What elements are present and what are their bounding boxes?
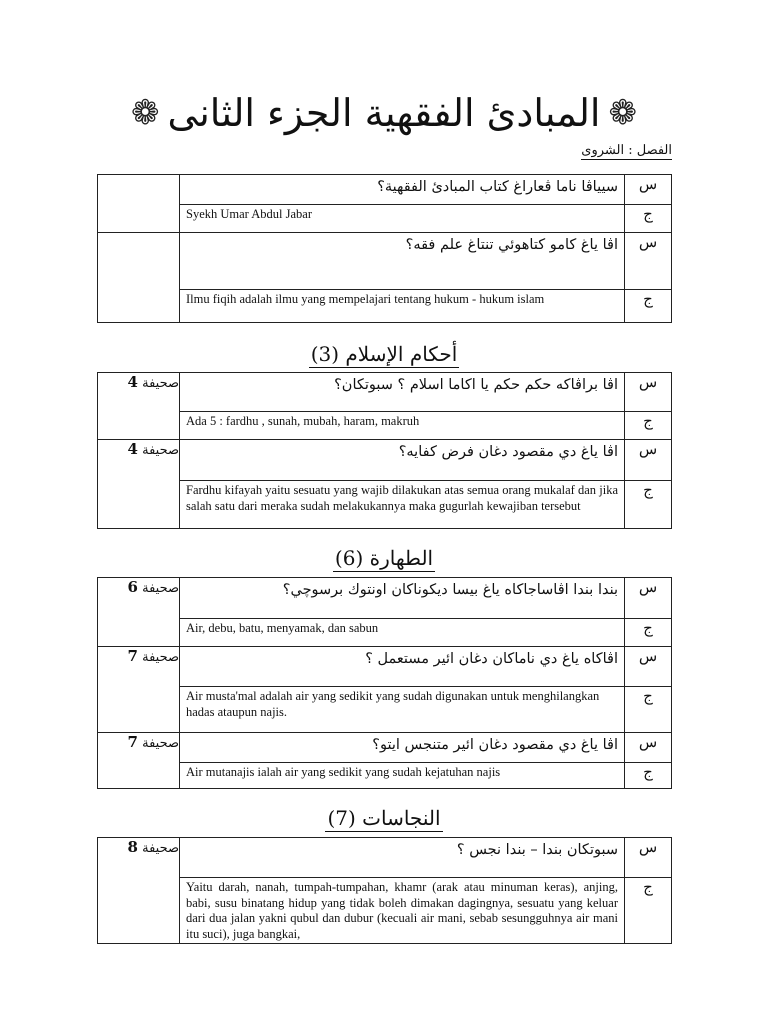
answer-cell (180, 290, 625, 323)
page-ref-cell (98, 647, 180, 733)
page-title: المبادئ الفقهية الجزء الثانى (167, 91, 601, 135)
answer-cell (180, 687, 625, 733)
table-row (98, 733, 672, 763)
answer-label: ج (625, 763, 672, 789)
intro-table (97, 174, 672, 323)
section-title-text: النجاسات (7) (327, 806, 441, 830)
question-cell (180, 647, 625, 687)
table-row (98, 578, 672, 619)
table-row (98, 687, 672, 733)
section-table (97, 577, 672, 789)
answer-label: ج (625, 687, 672, 733)
page-ref-cell (98, 578, 180, 647)
page-ref-label: صحيفة (142, 443, 179, 458)
page-ref-label: صحيفة (142, 650, 179, 665)
page-ref-label: صحيفة (142, 581, 179, 596)
question-cell (180, 733, 625, 763)
table-row (98, 205, 672, 233)
answer-label: ج (625, 290, 672, 323)
question-label: س (625, 233, 672, 290)
section-title-text: الطهارة (6) (334, 546, 434, 570)
table-row (98, 233, 672, 290)
table-row (98, 175, 672, 205)
question-text: اڤاكاه ياغ دي ناماكان دغان ائير مستعمل ؟ (365, 651, 618, 667)
question-text: اڤا ياغ كامو كتاهوئي تنتاغ علم فقه؟ (405, 237, 618, 253)
page-ref-number: 8 (127, 838, 138, 856)
table-row (98, 619, 672, 647)
answer-cell (180, 481, 625, 529)
answer-label: ج (625, 619, 672, 647)
question-text: سبوتكان بندا – بندا نجس ؟ (456, 842, 618, 858)
page-ref-number: 6 (127, 578, 138, 596)
answer-cell (180, 619, 625, 647)
question-text: اڤا ياغ دي مقصود دغان فرض كفايه؟ (398, 444, 618, 460)
page-ref-cell (98, 733, 180, 789)
table-row (98, 412, 672, 440)
answer-label: ج (625, 205, 672, 233)
question-cell (180, 440, 625, 481)
answer-text: Yaitu darah, nanah, tumpah-tumpahan, khamr (arak atau minuman keras), anjing, babi, susu binatang hidup yang tidak boleh dimakan dagingnya, sesuatu yang keluar dari dua jalan yakni qubul dan dubur (kecuali air mani, sebab sesungguhnya air mani itu suci), juga bangkai, (186, 880, 618, 941)
section-table (97, 837, 672, 944)
answer-text: Fardhu kifayah yaitu sesuatu yang wajib dilakukan atas semua orang mukalaf dan jika salah satu dari meraka sudah melakukannya maka gugurlah kewajiban tersebut (186, 483, 618, 513)
page-ref-label: صحيفة (142, 376, 179, 391)
subject-line: الفصل : الشروى (581, 143, 672, 158)
question-text: اڤا براڤاكه حكم حكم يا اكاما اسلام ؟ سبوتكان؟ (334, 377, 618, 393)
table-row (98, 440, 672, 481)
page-ref-cell (98, 838, 180, 944)
section-title (0, 546, 768, 570)
question-label: س (625, 440, 672, 481)
answer-cell (180, 412, 625, 440)
page-ref-number: 7 (127, 733, 138, 751)
page-ref-label: صحيفة (142, 736, 179, 751)
section-title (0, 342, 768, 366)
question-cell (180, 838, 625, 878)
table-row (98, 373, 672, 412)
table-row (98, 878, 672, 944)
page-ref-number: 4 (127, 440, 138, 458)
question-label: س (625, 838, 672, 878)
page-ref-number: 4 (127, 373, 138, 391)
page-ref-cell (98, 373, 180, 440)
question-cell (180, 233, 625, 290)
answer-text: Air mutanajis ialah air yang sedikit yang sudah kejatuhan najis (186, 765, 501, 779)
question-cell (180, 373, 625, 412)
answer-text: Ada 5 : fardhu , sunah, mubah, haram, makruh (186, 414, 420, 428)
page-ref-cell (98, 175, 180, 233)
table-row (98, 763, 672, 789)
table-row (98, 481, 672, 529)
answer-cell (180, 878, 625, 944)
answer-cell (180, 205, 625, 233)
answer-text: Ilmu fiqih adalah ilmu yang mempelajari tentang hukum - hukum islam (186, 292, 545, 306)
ornament-right-icon: ❁ (608, 93, 637, 133)
section-title (0, 806, 768, 830)
section-title-text: أحكام الإسلام (3) (310, 342, 458, 366)
answer-label: ج (625, 878, 672, 944)
ornament-left-icon: ❁ (131, 93, 160, 133)
table-row (98, 647, 672, 687)
question-text: اڤا ياغ دي مقصود دغان ائير متنجس ايتو؟ (372, 737, 618, 753)
page-ref-cell (98, 233, 180, 323)
page-ref-number: 7 (127, 647, 138, 665)
answer-text: Syekh Umar Abdul Jabar (186, 207, 313, 221)
page-title-row (0, 78, 768, 148)
question-label: س (625, 733, 672, 763)
answer-cell (180, 763, 625, 789)
question-label: س (625, 373, 672, 412)
question-text: بندا بندا اڤاساجاكاه ياغ بيسا ديكوناكان اونتوك برسوچي؟ (282, 582, 618, 598)
table-row (98, 838, 672, 878)
page-ref-label: صحيفة (142, 841, 179, 856)
question-text: سيياڤا ناما ڤعاراغ كتاب المبادئ الفقهية؟ (377, 179, 618, 195)
page-ref-cell (98, 440, 180, 529)
question-cell (180, 175, 625, 205)
question-label: س (625, 647, 672, 687)
section-table (97, 372, 672, 529)
question-label: س (625, 578, 672, 619)
question-label: س (625, 175, 672, 205)
answer-text: Air musta'mal adalah air yang sedikit yang sudah digunakan untuk menghilangkan hadas ataupun najis. (186, 689, 600, 719)
answer-label: ج (625, 412, 672, 440)
answer-label: ج (625, 481, 672, 529)
table-row (98, 290, 672, 323)
question-cell (180, 578, 625, 619)
answer-text: Air, debu, batu, menyamak, dan sabun (186, 621, 379, 635)
